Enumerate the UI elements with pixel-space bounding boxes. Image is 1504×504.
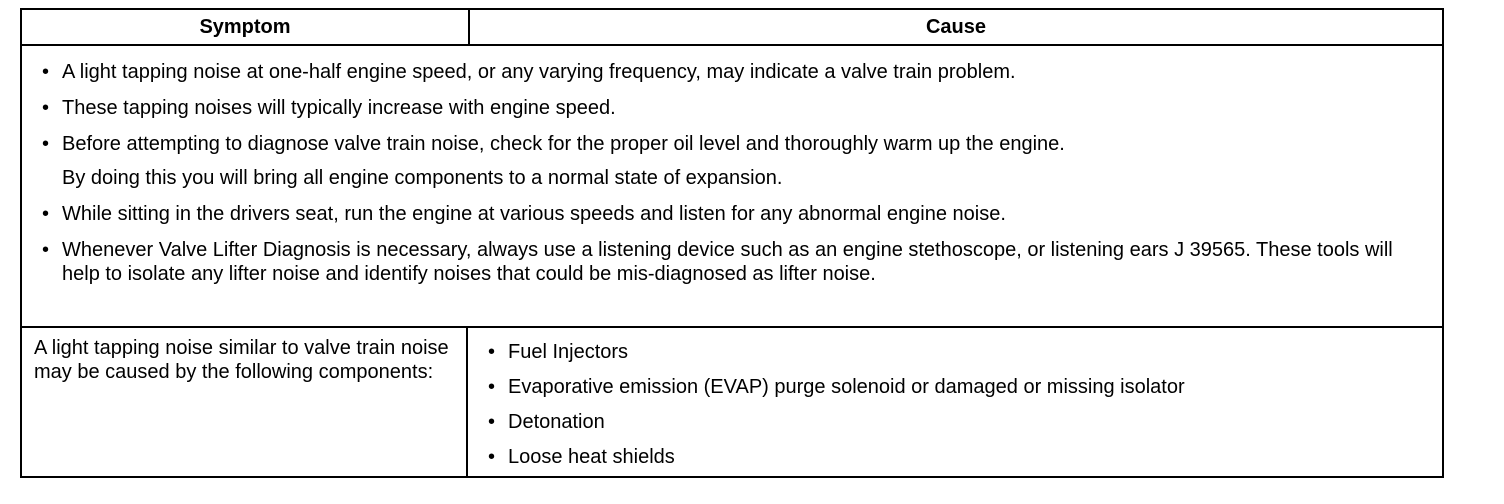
list-item: • Fuel Injectors	[508, 340, 1185, 364]
column-divider	[466, 328, 468, 476]
symptom-cell: A light tapping noise similar to valve train noise may be caused by the following components:	[34, 337, 449, 383]
table-row	[22, 328, 1442, 476]
cause-column-header: Cause	[925, 16, 987, 38]
list-item: • Whenever Valve Lifter Diagnosis is necessary, always use a listening device such as an engine stethoscope, or listening ears J 39565. These tools will help to isolate any lifter noise and identify noises that could be mis-diagnosed as lifter noise.	[62, 238, 1442, 286]
list-item: • A light tapping noise at one-half engine speed, or any varying frequency, may indicate a valve train problem.	[62, 60, 1442, 84]
diagnosis-table	[20, 8, 1444, 478]
list-item: • Loose heat shields	[508, 445, 1185, 469]
table-header	[22, 10, 1442, 46]
list-item: • Detonation	[508, 410, 1185, 434]
symptom-column-header: Symptom	[199, 16, 291, 38]
cause-list	[508, 340, 1185, 469]
cause-cell	[508, 340, 1185, 480]
list-item: • Evaporative emission (EVAP) purge solenoid or damaged or missing isolator	[508, 375, 1185, 399]
general-notes-row	[22, 46, 1442, 328]
list-item: • Before attempting to diagnose valve train noise, check for the proper oil level and thoroughly warm up the engine. By doing this you will bring all engine components to a normal state of expansion.	[62, 132, 1442, 190]
list-item: • While sitting in the drivers seat, run the engine at various speeds and listen for any abnormal engine noise.	[62, 202, 1442, 226]
list-item: • These tapping noises will typically increase with engine speed.	[62, 96, 1442, 120]
general-notes-list	[22, 46, 1442, 286]
list-item-continuation: By doing this you will bring all engine components to a normal state of expansion.	[62, 167, 783, 189]
